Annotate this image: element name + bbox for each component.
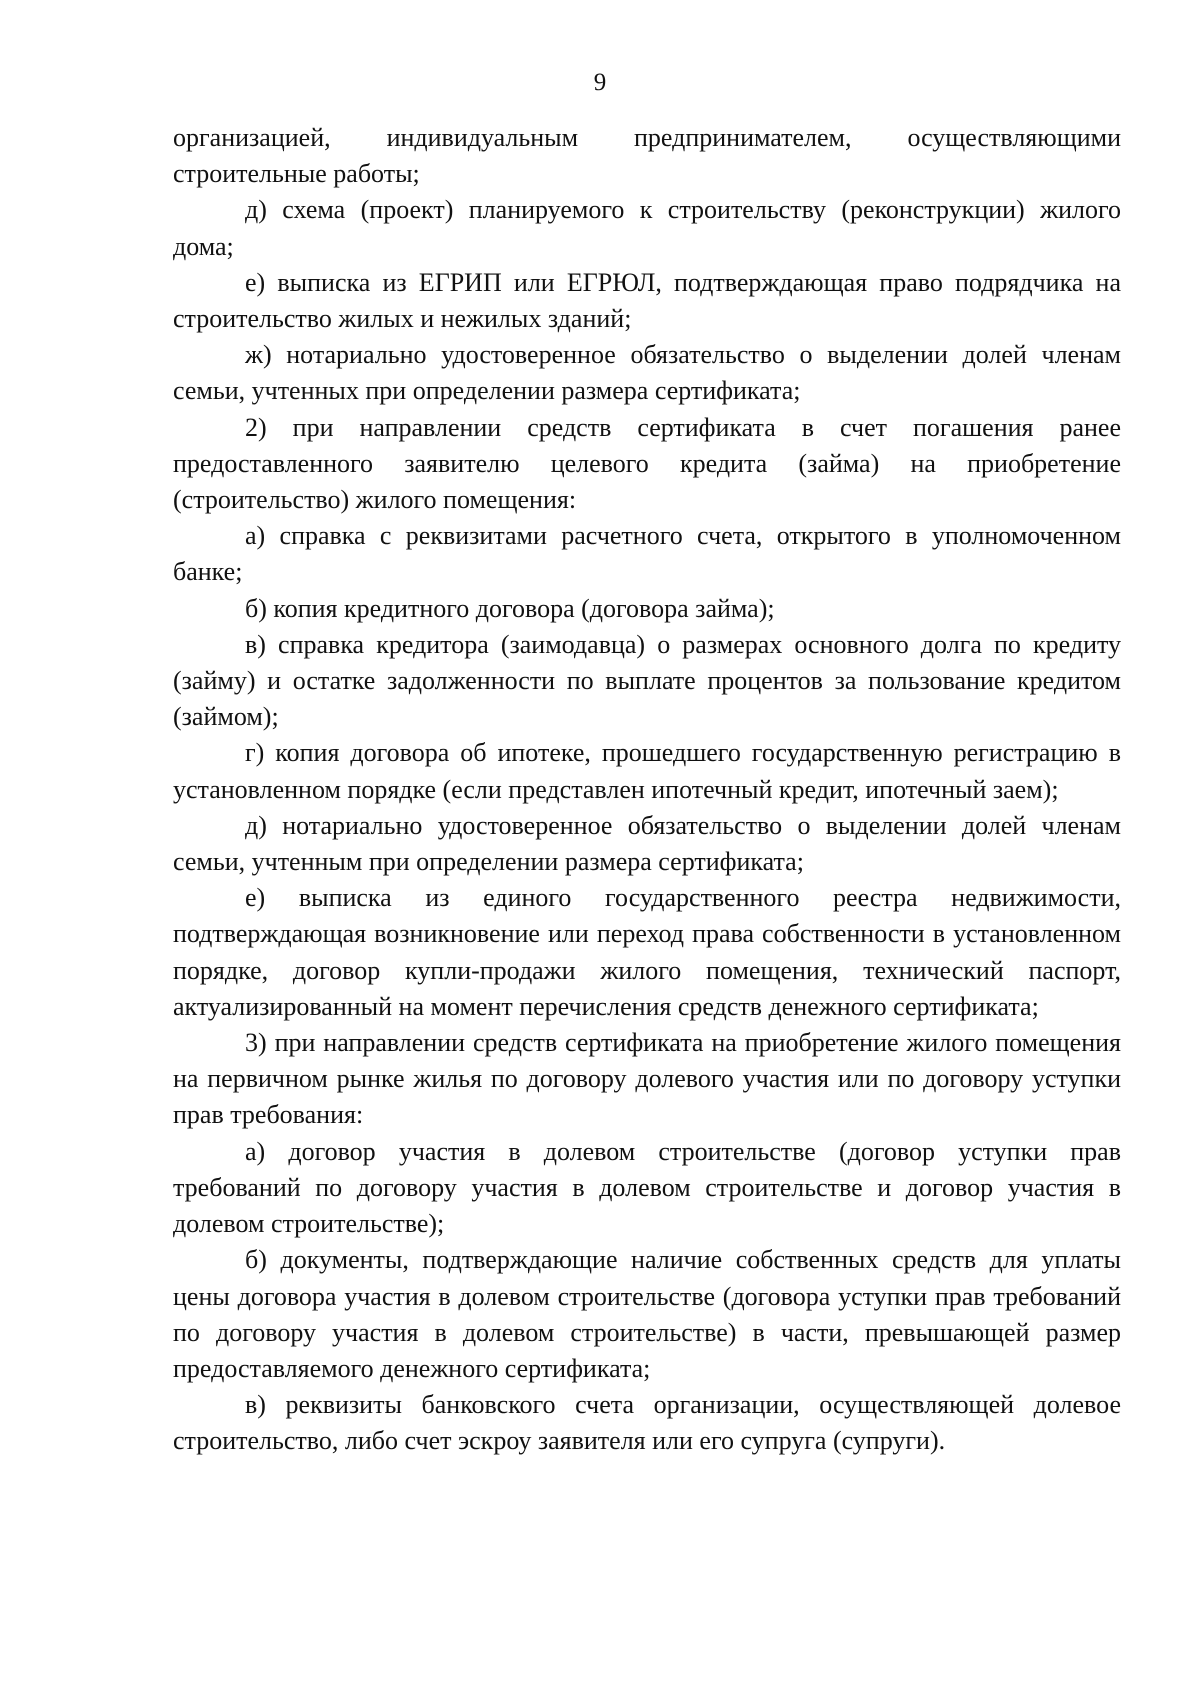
paragraph: организацией, индивидуальным предпринимателем, осуществляющими строительные работы; bbox=[173, 123, 1121, 189]
paragraph: д) схема (проект) планируемого к строительству (реконструкции) жилого дома; bbox=[173, 195, 1121, 261]
document-body bbox=[173, 120, 1121, 1460]
paragraph: ж) нотариально удостоверенное обязательство о выделении долей членам семьи, учтенных при определении размера сертификата; bbox=[173, 340, 1121, 406]
paragraph: 3) при направлении средств сертификата на приобретение жилого помещения на первичном рынке жилья по договору долевого участия или по договору уступки прав требования: bbox=[173, 1028, 1121, 1130]
paragraph: в) реквизиты банковского счета организации, осуществляющей долевое строительство, либо счет эскроу заявителя или его супруга (супруги). bbox=[173, 1390, 1121, 1456]
paragraph: б) документы, подтверждающие наличие собственных средств для уплаты цены договора участия в долевом строительстве (договора уступки прав требований по договору участия в долевом строительстве) в части, превышающей размер предоставляемого денежного сертификата; bbox=[173, 1245, 1121, 1383]
page-number: 9 bbox=[593, 69, 607, 96]
paragraph: е) выписка из ЕГРИП или ЕГРЮЛ, подтверждающая право подрядчика на строительство жилых и нежилых зданий; bbox=[173, 267, 1121, 334]
paragraph: а) справка с реквизитами расчетного счета, открытого в уполномоченном банке; bbox=[173, 521, 1121, 587]
paragraph: г) копия договора об ипотеке, прошедшего государственную регистрацию в установленном порядке (если представлен ипотечный кредит, ипотечный заем); bbox=[173, 738, 1121, 804]
paragraph: 2) при направлении средств сертификата в счет погашения ранее предоставленного заявителю целевого кредита (займа) на приобретение (строительство) жилого помещения: bbox=[173, 412, 1121, 515]
paragraph: б) копия кредитного договора (договора займа); bbox=[245, 593, 775, 623]
paragraph: в) справка кредитора (заимодавца) о размерах основного долга по кредиту (займу) и остатке задолженности по выплате процентов за пользование кредитом (займом); bbox=[173, 629, 1121, 732]
paragraph: а) договор участия в долевом строительстве (договор уступки прав требований по договору участия в долевом строительстве и договор участия в долевом строительстве); bbox=[173, 1136, 1121, 1239]
paragraph: д) нотариально удостоверенное обязательство о выделении долей членам семьи, учтенным при определении размера сертификата; bbox=[173, 810, 1121, 877]
paragraph: е) выписка из единого государственного реестра недвижимости, подтверждающая возникновение или переход права собственности в установленном порядке, договор купли-продажи жилого помещения, технический паспорт, актуализированный на момент перечисления средств денежного сертификата; bbox=[173, 883, 1121, 1021]
